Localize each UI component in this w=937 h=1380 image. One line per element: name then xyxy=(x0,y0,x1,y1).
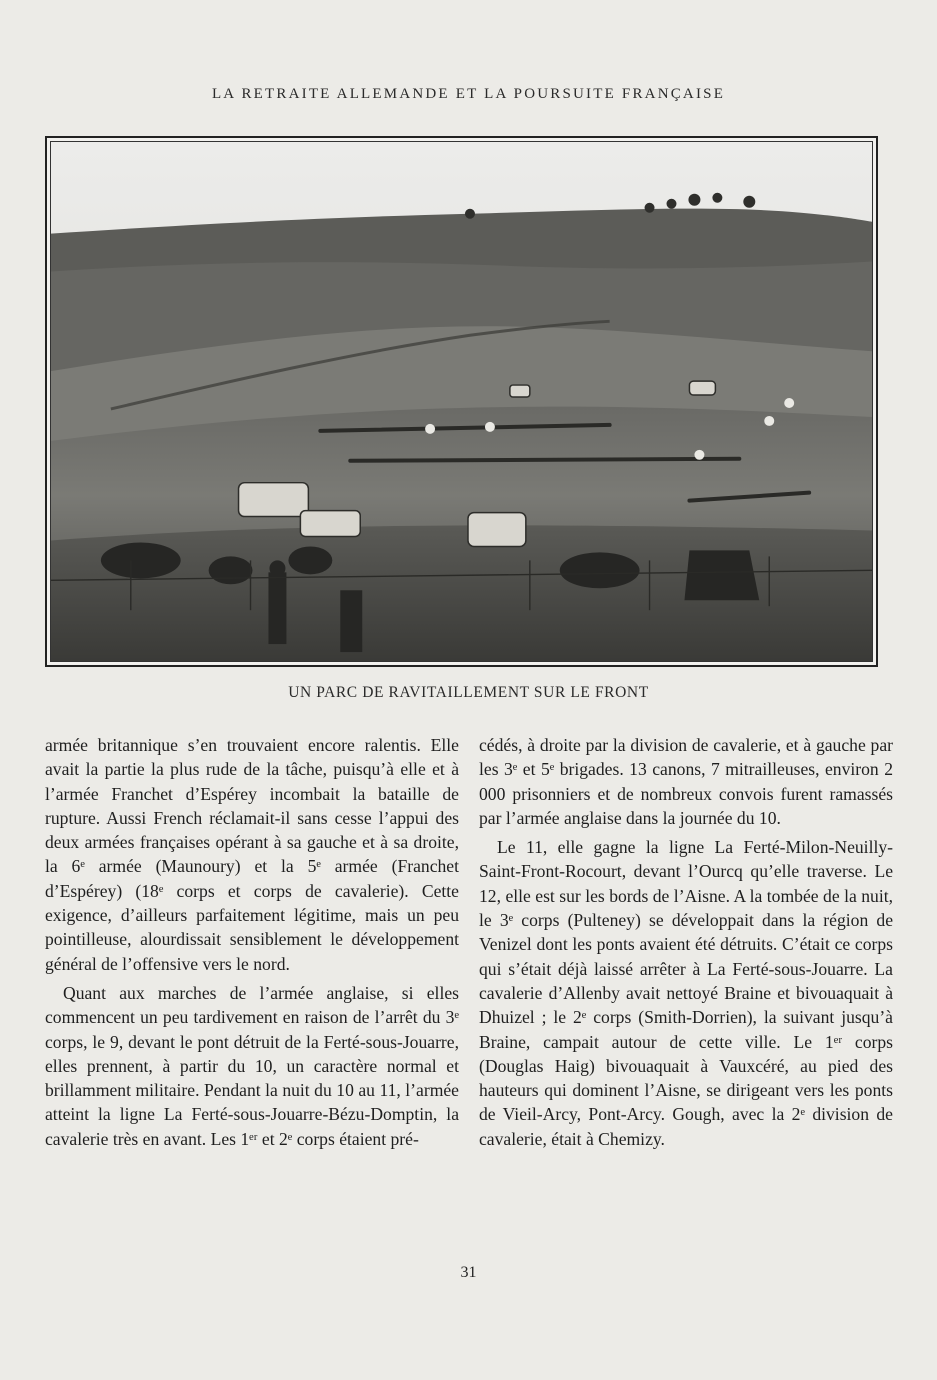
photograph-supply-park xyxy=(50,141,873,662)
text-column-right xyxy=(479,733,893,1151)
paragraph: Le 11, elle gagne la ligne La Ferté-Milon-Neuilly-Saint-Front-Rocourt, devant l’Ourcq qu’elle traverse. Le 12, elle est sur les bords de l’Aisne. A la tombée de la nuit, le 3ᵉ corps (Pulteney) se développait dans la région de Venizel dont les ponts avaient été détruits. C’était ce corps qui s’était déjà laissé arrêter à La Ferté-sous-Jouarre. La cavalerie d’Allenby avait nettoyé Braine et bivouaquait à Dhuizel ; le 2ᵉ corps (Smith-Dorrien), la suivant jusqu’à Braine, campait autour de cette ville. Le 1ᵉʳ corps (Douglas Haig) bivouaquait à Vauxcéré, au pied des hauteurs qui dominent l’Aisne, se dirigeant vers les ponts de Vieil-Arcy, Pont-Arcy. Gough, avec la 2ᵉ division de cavalerie, était à Chemizy. xyxy=(479,837,893,1149)
running-title: LA RETRAITE ALLEMANDE ET LA POURSUITE FRANÇAISE xyxy=(211,86,726,102)
figure-caption: UN PARC DE RAVITAILLEMENT SUR LE FRONT xyxy=(288,684,649,701)
paragraph: Quant aux marches de l’armée anglaise, si elles commencent un peu tardivement en raison de l’arrêt du 3ᵉ corps, le 9, devant le pont détruit de la Ferté-sous-Jouarre, elles prennent, à partir du 10, un caractère normal et brillamment militaire. Pendant la nuit du 10 au 11, l’armée atteint la ligne La Ferté-sous-Jouarre-Bézu-Domptin, la cavalerie très en avant. Les 1ᵉʳ et 2ᵉ corps étaient pré- xyxy=(45,982,459,1149)
paragraph: armée britannique s’en trouvaient encore ralentis. Elle avait la partie la plus rude de la tâche, puisqu’à elle et à l’armée Franchet d’Espérey incombait la bataille de rupture. Aussi French réclamait-il sans cesse l’appui des deux armées françaises opérant à sa gauche et à sa droite, la 6ᵉ armée (Maunoury) et la 5ᵉ armée (Franchet d’Espérey) (18ᵉ corps et corps de cavalerie). Cette exigence, d’ailleurs parfaitement légitime, mais un peu pointilleuse, alourdissait sensiblement le développement général de l’offensive vers le nord. xyxy=(45,735,459,974)
page-number: 31 xyxy=(460,1264,477,1281)
photograph-frame xyxy=(45,136,878,667)
text-column-left xyxy=(45,733,459,1151)
photograph-illustration xyxy=(51,142,872,661)
paragraph: cédés, à droite par la division de cavalerie, et à gauche par les 3ᵉ et 5ᵉ brigades. 13 canons, 7 mitrailleuses, environ 2 000 prisonniers et de nombreux convois furent ramassés par l’armée anglaise dans la journée du 10. xyxy=(479,735,893,828)
